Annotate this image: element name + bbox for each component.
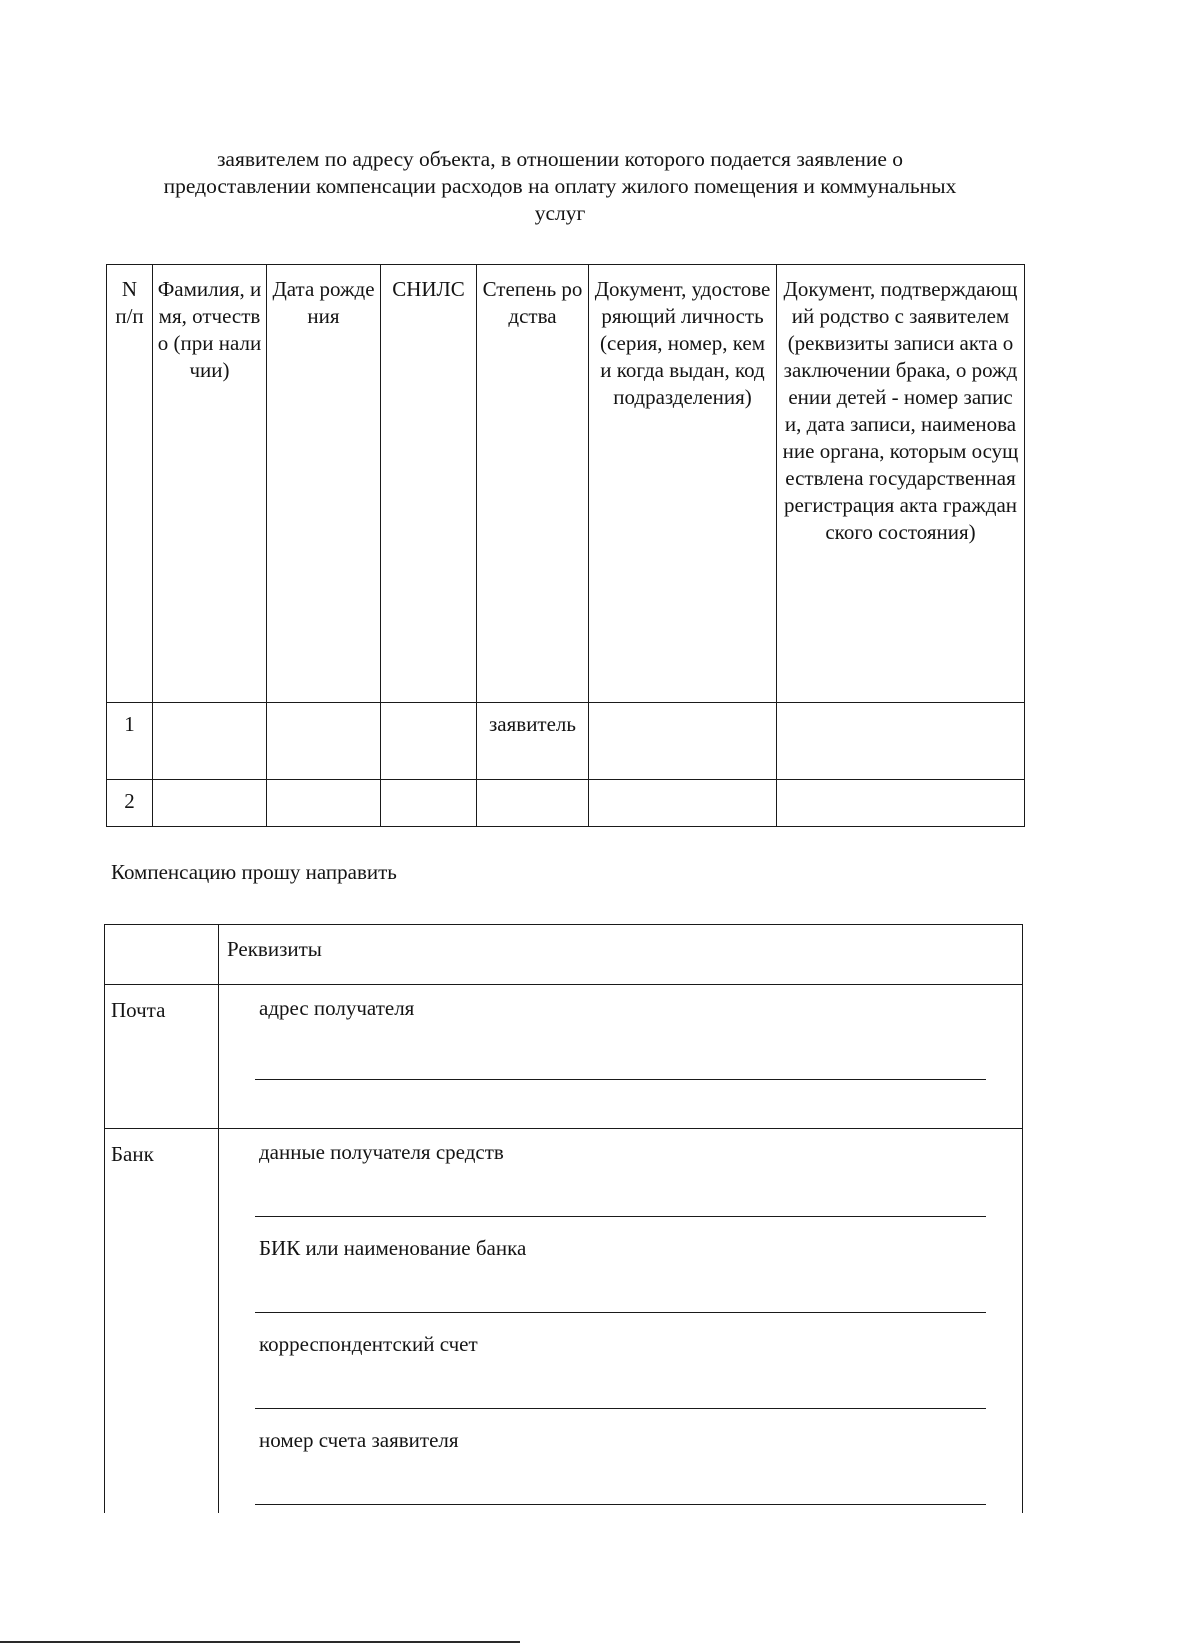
recipient-address-field[interactable]	[219, 985, 1022, 1128]
full-name-cell[interactable]	[153, 703, 267, 780]
snils-cell[interactable]	[381, 703, 477, 780]
bank-bic-line[interactable]	[255, 1312, 986, 1313]
heading-line-3: услуг	[534, 201, 586, 225]
recipient-data-field[interactable]	[219, 1129, 1022, 1225]
correspondent-account-field[interactable]	[219, 1321, 1022, 1417]
members-header-row	[107, 265, 1025, 703]
method-bank: Банк	[105, 1129, 219, 1514]
snils-cell[interactable]	[381, 780, 477, 827]
payment-header-row	[105, 925, 1023, 985]
col-header-full-name: Фамилия, имя, отчество (при наличии)	[153, 265, 267, 703]
kinship-document-cell[interactable]	[777, 703, 1025, 780]
table-row	[107, 780, 1025, 827]
relation-cell[interactable]	[477, 780, 589, 827]
document-heading	[100, 146, 1020, 227]
bank-fields-cell	[219, 1129, 1023, 1514]
applicant-account-field[interactable]	[219, 1417, 1022, 1513]
col-header-snils: СНИЛС	[381, 265, 477, 703]
kinship-document-cell[interactable]	[777, 780, 1025, 827]
heading-line-2: предоставлении компенсации расходов на оплату жилого помещения и коммунальных	[163, 174, 957, 198]
applicant-account-label: номер счета заявителя	[259, 1428, 459, 1452]
page-bottom-rule	[0, 1641, 520, 1643]
mail-fields-cell	[219, 985, 1023, 1129]
payment-details-table	[104, 924, 1023, 1513]
family-members-table	[106, 264, 1025, 827]
payment-header-empty-cell	[105, 925, 219, 985]
identity-document-cell[interactable]	[589, 780, 777, 827]
correspondent-account-line[interactable]	[255, 1408, 986, 1409]
col-header-relation: Степень родства	[477, 265, 589, 703]
birth-date-cell[interactable]	[267, 780, 381, 827]
birth-date-cell[interactable]	[267, 703, 381, 780]
requisites-header: Реквизиты	[219, 925, 1023, 985]
row-number: 1	[107, 703, 153, 780]
method-mail: Почта	[105, 985, 219, 1129]
bank-bic-field[interactable]	[219, 1225, 1022, 1321]
table-row	[107, 703, 1025, 780]
bank-bic-label: БИК или наименование банка	[259, 1236, 527, 1260]
col-header-identity-document: Документ, удостоверяющий личность (серия, номер, кем и когда выдан, код подразделения)	[589, 265, 777, 703]
recipient-data-line[interactable]	[255, 1216, 986, 1217]
correspondent-account-label: корреспондентский счет	[259, 1332, 478, 1356]
col-header-number: N п/п	[107, 265, 153, 703]
col-header-kinship-document: Документ, подтверждающий родство с заявителем (реквизиты записи акта о заключении брака, о рождении детей - номер записи, дата записи, наименование органа, которым осуществлена государственная регистрация акта гражданского состояния)	[777, 265, 1025, 703]
applicant-account-line[interactable]	[255, 1504, 986, 1505]
relation-cell: заявитель	[477, 703, 589, 780]
row-number: 2	[107, 780, 153, 827]
mail-row	[105, 985, 1023, 1129]
col-header-birth-date: Дата рождения	[267, 265, 381, 703]
recipient-address-line[interactable]	[255, 1079, 986, 1080]
recipient-address-label: адрес получателя	[259, 996, 415, 1020]
compensation-label: Компенсацию прошу направить	[111, 860, 397, 884]
heading-line-1: заявителем по адресу объекта, в отношении которого подается заявление о	[216, 147, 904, 171]
recipient-data-label: данные получателя средств	[259, 1140, 504, 1164]
identity-document-cell[interactable]	[589, 703, 777, 780]
bank-row	[105, 1129, 1023, 1514]
full-name-cell[interactable]	[153, 780, 267, 827]
